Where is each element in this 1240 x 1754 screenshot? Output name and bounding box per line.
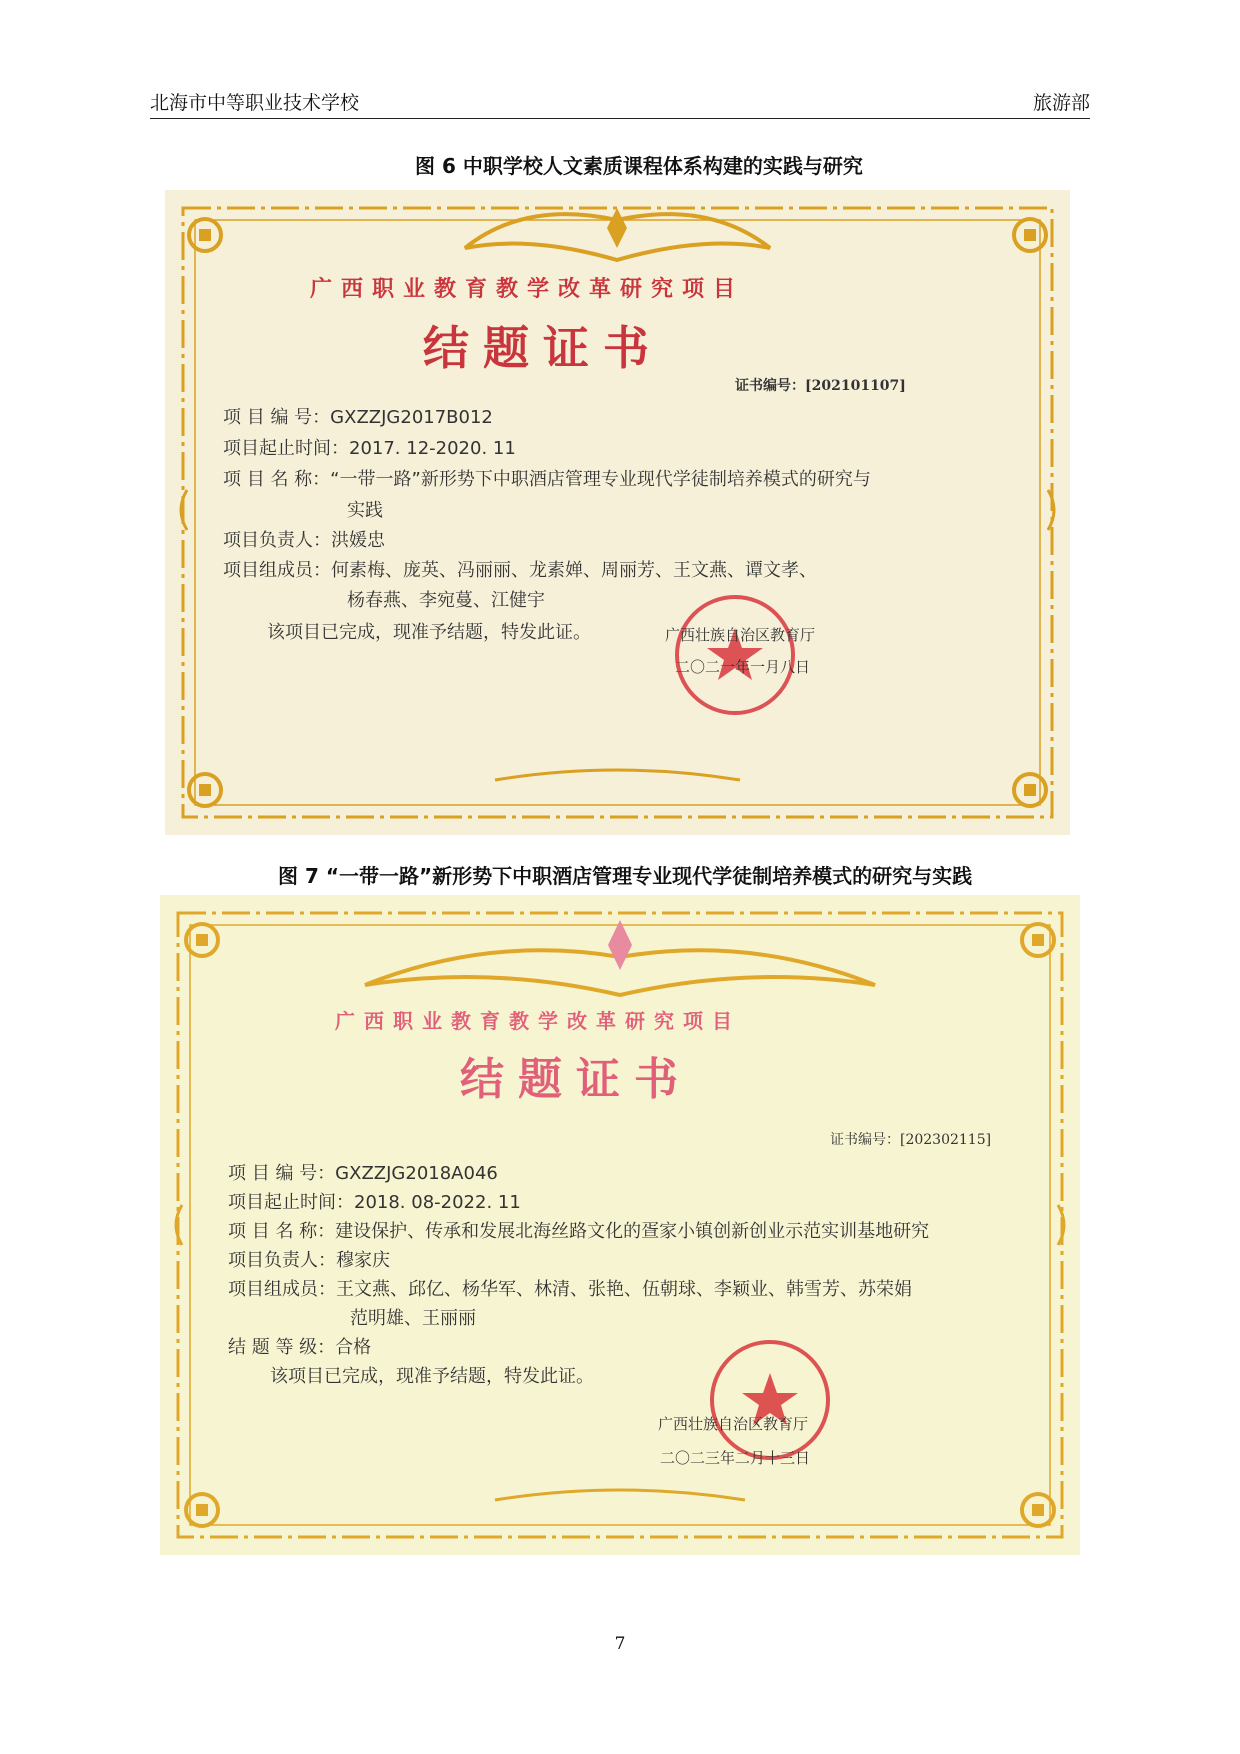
- certificate-2-row: 项目组成员：王文燕、邱亿、杨华军、林清、张艳、伍朝球、李颖业、韩雪芳、苏荣娟: [228, 1279, 912, 1300]
- certificate-2-row-continued: 范明雄、王丽丽: [350, 1308, 476, 1329]
- certificate-1-date: 二〇二一年一月八日: [675, 658, 811, 676]
- certificate-1-row: 项 目 编 号：GXZZJG2017B012: [223, 407, 493, 428]
- certificate-2-row: 项目起止时间：2018. 08-2022. 11: [228, 1192, 521, 1213]
- certificate-1-row-continued: 杨春燕、李宛蔓、江健宇: [347, 590, 545, 611]
- certificate-2-row: 项 目 编 号：GXZZJG2018A046: [228, 1163, 498, 1184]
- certificate-2-row: 项 目 名 称：建设保护、传承和发展北海丝路文化的疍家小镇创新创业示范实训基地研究: [228, 1221, 930, 1242]
- certificate-2-title: 结题证书: [460, 1054, 692, 1105]
- certificate-1-seal: [670, 590, 800, 720]
- certificate-2-date: 二〇二三年二月十三日: [660, 1449, 811, 1467]
- certificate-2-row: 结 题 等 级：合格: [228, 1337, 372, 1358]
- certificate-1-issuer: 广西壮族自治区教育厅: [665, 626, 816, 644]
- certificate-1-program: 广西职业教育教学改革研究项目: [310, 276, 745, 302]
- certificate-1: [165, 190, 1070, 835]
- certificate-2-number: 证书编号：[202302115]: [830, 1132, 992, 1148]
- certificate-2-statement: 该项目已完成，现准予结题，特发此证。: [270, 1366, 594, 1387]
- page-number: 7: [614, 1634, 626, 1654]
- certificate-1-row: 项目起止时间：2017. 12-2020. 11: [223, 438, 516, 459]
- certificate-2-issuer: 广西壮族自治区教育厅: [658, 1415, 809, 1433]
- certificate-1-row-continued: 实践: [347, 500, 383, 521]
- header-department: 旅游部: [1032, 92, 1090, 114]
- certificate-1-statement: 该项目已完成，现准予结题，特发此证。: [267, 622, 591, 643]
- header-school: 北海市中等职业技术学校: [150, 92, 360, 114]
- certificate-2-row: 项目负责人：穆家庆: [228, 1250, 390, 1271]
- figure-7-caption: 图 7 “一带一路”新形势下中职酒店管理专业现代学徒制培养模式的研究与实践: [278, 864, 973, 888]
- page-header: [150, 88, 1090, 119]
- certificate-1-row: 项 目 名 称：“一带一路”新形势下中职酒店管理专业现代学徒制培养模式的研究与: [223, 469, 871, 490]
- certificate-1-row: 项目组成员：何素梅、庞英、冯丽丽、龙素婵、周丽芳、王文燕、谭文孝、: [223, 560, 817, 581]
- certificate-1-row: 项目负责人：洪媛忠: [223, 530, 385, 551]
- certificate-2-program: 广西职业教育教学改革研究项目: [335, 1009, 741, 1033]
- certificate-1-number: 证书编号：[202101107]: [735, 378, 906, 394]
- certificate-1-title: 结题证书: [423, 321, 663, 375]
- certificate-2: [160, 895, 1080, 1555]
- figure-6-caption: 图 6 中职学校人文素质课程体系构建的实践与研究: [415, 154, 863, 178]
- certificate-2-seal: [705, 1335, 835, 1465]
